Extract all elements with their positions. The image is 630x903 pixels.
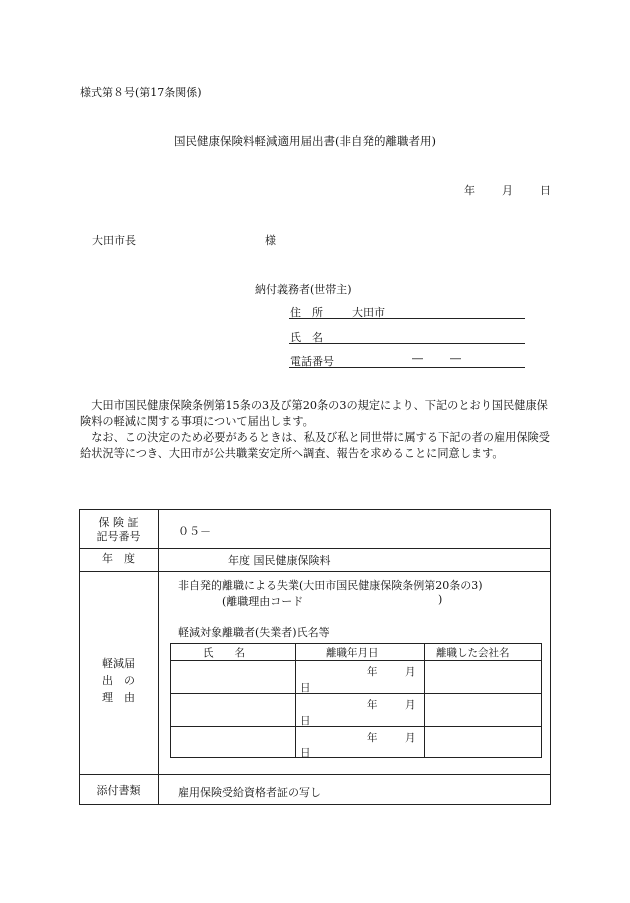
table-row-divider-1	[80, 548, 550, 549]
fiscal-year-value: 年度 国民健康保険料	[228, 554, 331, 567]
row1-month: 月	[405, 666, 416, 678]
insurance-card-number-label: 保 険 証 記号番号	[96, 516, 141, 543]
reason-line-2: (離職理由コード	[222, 595, 304, 608]
phone-separator-2: ―	[450, 352, 461, 365]
applicant-heading: 納付義務者(世帯主)	[255, 283, 352, 296]
fiscal-year-label: 年 度	[102, 552, 135, 565]
row2-year: 年	[367, 699, 378, 711]
address-value: 大田市	[352, 306, 385, 319]
date-day-label: 日	[540, 184, 551, 197]
form-number: 様式第８号(第17条関係)	[80, 86, 202, 99]
address-label: 住 所	[290, 306, 323, 319]
address-underline	[289, 318, 525, 319]
row3-day: 日	[300, 747, 311, 759]
date-year-label: 年	[464, 184, 475, 197]
inner-header-name: 氏 名	[203, 647, 245, 659]
attachments-label: 添付書類	[96, 784, 141, 797]
row3-year: 年	[367, 732, 378, 744]
body-paragraph-1: 大田市国民健康保険条例第15条の3及び第20条の3の規定により、下記のとおり国民健康保険料の軽減に関する事項について届出します。	[80, 399, 548, 428]
target-heading: 軽減対象離職者(失業者)氏名等	[178, 626, 330, 639]
inner-header-divider	[171, 660, 541, 661]
row2-month: 月	[405, 699, 416, 711]
table-row-divider-3	[80, 774, 550, 775]
phone-underline	[289, 367, 525, 368]
inner-row-divider-1	[171, 693, 541, 694]
inner-header-company: 離職した会社名	[436, 647, 510, 659]
insurance-card-number-value: ０５－	[178, 525, 211, 538]
reason-line-2-close: )	[438, 593, 443, 606]
name-label: 氏 名	[290, 331, 323, 344]
document-title: 国民健康保険料軽減適用届出書(非自発的離職者用)	[174, 134, 436, 148]
reason-line-1: 非自発的離職による失業(大田市国民健康保険条例第20条の3)	[178, 579, 483, 592]
phone-separator-1: ―	[412, 352, 423, 365]
row3-month: 月	[405, 732, 416, 744]
reduction-reason-label: 軽減届 出 の 理 由	[102, 657, 135, 704]
name-underline	[289, 343, 525, 344]
table-row-divider-2	[80, 571, 550, 572]
row1-year: 年	[367, 666, 378, 678]
target-persons-table	[170, 643, 542, 758]
attachments-value: 雇用保険受給資格者証の写し	[178, 786, 321, 799]
phone-label: 電話番号	[290, 355, 334, 368]
addressee-name: 大田市長	[92, 234, 136, 247]
addressee-honorific: 様	[265, 234, 276, 247]
table-column-divider	[158, 510, 159, 804]
inner-header-date: 離職年月日	[326, 647, 379, 659]
row1-day: 日	[300, 682, 311, 694]
body-paragraph-2: なお、この決定のため必要があるときは、私及び私と同世帯に属する下記の者の雇用保険受給状況等につき、大田市が公共職業安定所へ調査、報告を求めることに同意します。	[80, 431, 550, 460]
row2-day: 日	[300, 715, 311, 727]
inner-row-divider-2	[171, 726, 541, 727]
date-month-label: 月	[502, 184, 513, 197]
